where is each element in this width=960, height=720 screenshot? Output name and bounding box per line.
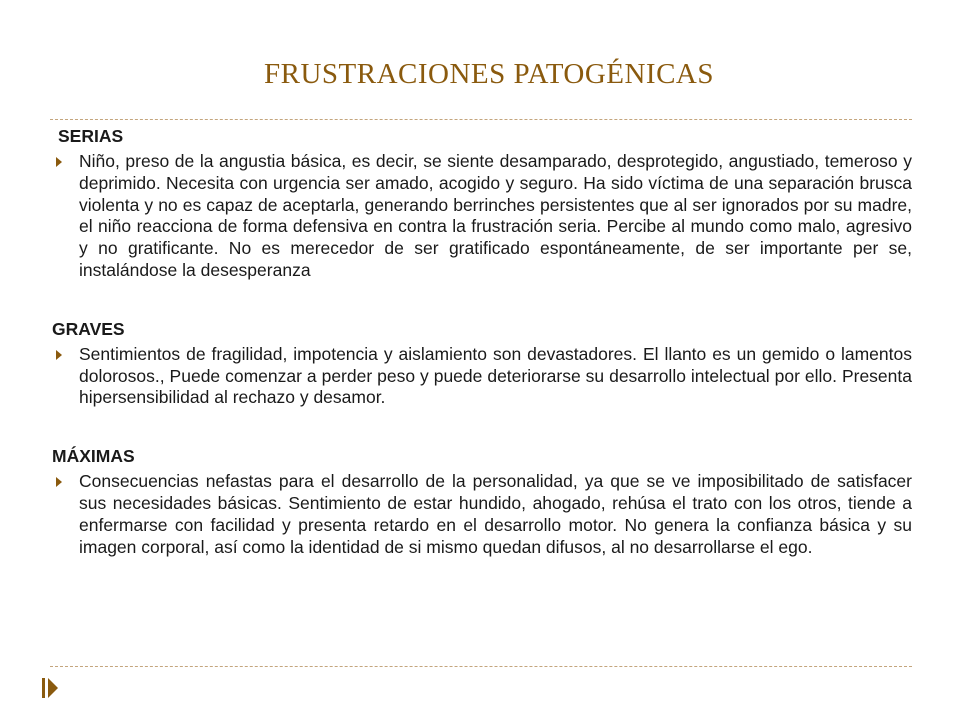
bullet-item-serias xyxy=(52,151,912,282)
section-heading-maximas: MÁXIMAS xyxy=(52,446,135,467)
bullet-item-graves xyxy=(52,344,912,409)
corner-bar-decoration xyxy=(42,678,45,698)
bottom-divider xyxy=(50,666,912,667)
paragraph-graves: Sentimientos de fragilidad, impotencia y aislamiento son devastadores. El llanto es un gemido o lamentos dolorosos., Puede comenzar a perder peso y puede deteriorarse su desarrollo intelectual por ello. Presenta hipersensibilidad al rechazo y desamor. xyxy=(79,343,912,408)
paragraph-serias: Niño, preso de la angustia básica, es decir, se siente desamparado, desprotegido, angustiado, temeroso y deprimido. Necesita con urgencia ser amado, acogido y seguro. Ha sido víctima de una separación brusca violenta y no es capaz de aceptarla, generando berrinches persistentes que al ser ignorados por su madre, el niño reacciona de forma defensiva en contra la frustración seria. Percibe al mundo como malo, agresivo y no gratificante. No es merecedor de ser gratificado espontáneamente, de ser importante per se, instalándose la desesperanza xyxy=(79,151,912,280)
section-heading-serias: SERIAS xyxy=(58,126,124,146)
top-divider xyxy=(50,119,912,120)
paragraph-maximas: Consecuencias nefastas para el desarrollo de la personalidad, ya que se ve imposibilitado de satisfacer sus necesidades básicas. Sentimiento de estar hundido, ahogado, rehúsa el trato con los otros, tiende a enfermarse con facilidad y presenta retardo en el desarrollo motor. No genera la confianza básica y su imagen corporal, así como la identidad de si mismo quedan difusos, al no desarrollarse el ego. xyxy=(79,471,912,557)
triangle-bullet-icon xyxy=(56,157,62,167)
slide-title: FRUSTRACIONES PATOGÉNICAS xyxy=(263,58,715,90)
triangle-bullet-icon xyxy=(56,350,62,360)
slide-content xyxy=(52,125,912,558)
bullet-item-maximas xyxy=(52,471,912,558)
corner-arrow-icon xyxy=(48,678,58,698)
section-heading-graves: GRAVES xyxy=(52,318,125,339)
triangle-bullet-icon xyxy=(56,477,62,487)
